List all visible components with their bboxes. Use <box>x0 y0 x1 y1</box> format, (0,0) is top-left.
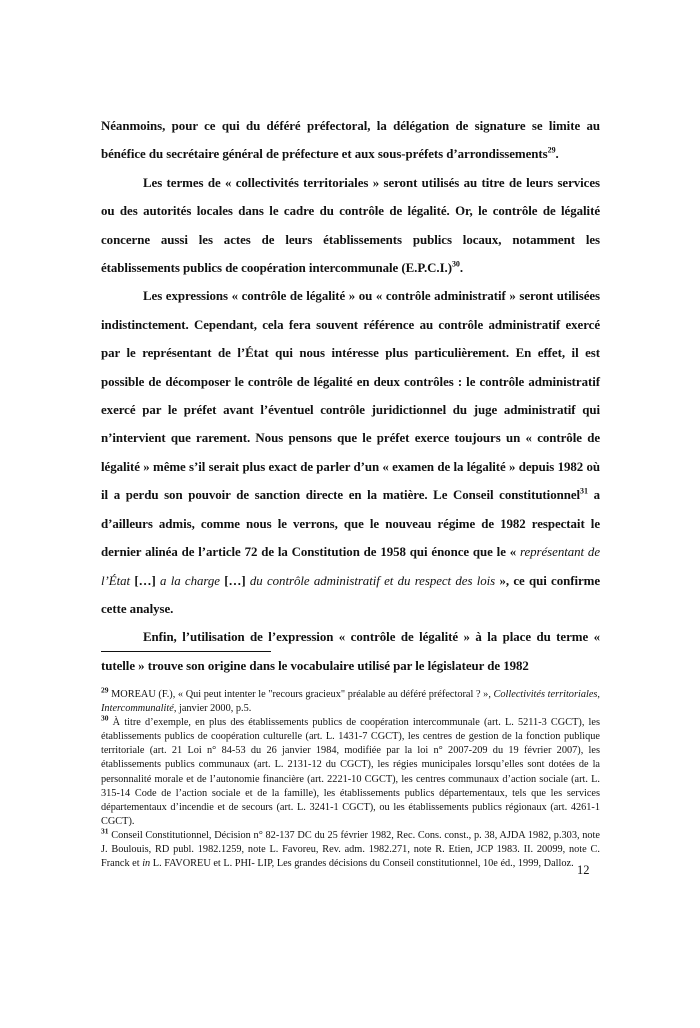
footnote-ref: 30 <box>451 259 460 269</box>
text-run: Enfin, l’utilisation de l’expression « contrôle de légalité » à la place du terme « tutelle » trouve son origine dans le vocabulaire utilisé par le législateur de 1982 <box>101 630 600 673</box>
text-run: Les expressions « contrôle de légalité » ou « contrôle administratif » seront utilisées indistinctement. Cependant, cela fera souvent référence au contrôle administratif exercé par le représentant de l’État qui nous intéresse plus particulièrement. En effet, il est possible de décomposer le contrôle de légalité en deux contrôles : le contrôle administratif exercé par le préfet avant l’éventuel contrôle juridictionnel du juge administratif qui n’intervient que rarement. Nous pensons que le préfet exerce toujours un « contrôle de légalité » même s’il serait plus exact de parler d’un « examen de la légalité » depuis 1982 où il a perdu son pouvoir de sanction directe en la matière. Le Conseil constitutionnel <box>101 289 600 503</box>
footnote-ref: 29 <box>101 685 109 695</box>
italic-text: Intercommunalité <box>101 703 174 715</box>
footnote-ref: 31 <box>580 486 588 496</box>
page-number: 12 <box>577 863 590 877</box>
text-run: […] <box>219 573 250 588</box>
paragraph <box>101 169 600 283</box>
text-run: Les termes de « collectivités territoriales » seront utilisés au titre de leurs services ou des autorités locales dans le cadre du contrôle de légalité. Or, le contrôle de légalité concerne aussi les actes de leurs établissements publics locaux, notamment les établissements publics de coopération intercommunale (E.P.C.I.) <box>101 175 600 276</box>
italic-text: du contrôle administratif et du respect des lois <box>249 573 496 588</box>
italic-text: Collectivités territoriales <box>493 689 598 700</box>
text-run: a d’ailleurs admis, comme nous le verrons, que le nouveau régime de 1982 respectait le dernier alinéa de l’article 72 de la Constitution de 1958 qui énonce que le « <box>101 488 600 560</box>
footnote <box>101 826 600 871</box>
text-run: . <box>555 147 559 162</box>
footnote-ref: 31 <box>101 826 109 836</box>
text-run: À titre d’exemple, en plus des établissements publics de coopération intercommunale (art. L. 5211-3 CGCT), les établissements publics de coopération culturelle (art. L. 1431-7 CGCT), les centres de gestion de la fonction publique territoriale (art. 21 Loi n° 84-53 du 26 janvier 1984, modifiée par la loi n° 2007-209 du 19 février 2007), les établissements publics communaux (art. L. 2131-12 du CGCT), les régies municipales lorsqu’elles sont dotées de la personnalité morale et de l’autonomie financière (art. 2221-10 CGCT), les centres communaux d’action sociale (art. L. 315-14 Code de l’action sociale et de la famille), les établissements publics départementaux, tels que les services départementaux d’incendie et de secours (art. L. 3241-1 CGCT), ou les établissements publics régionaux (art. 4261-1 CGCT). <box>101 717 600 827</box>
text-run: Néanmoins, pour ce qui du déféré préfectoral, la délégation de signature se limite au bénéfice du secrétaire général de préfecture et aux sous-préfets d’arrondissements <box>101 119 600 162</box>
italic-text: représentant de l’État <box>101 545 600 588</box>
footnote-ref: 30 <box>101 713 109 723</box>
paragraph <box>101 282 600 623</box>
text-run: , janvier 2000, p.5. <box>173 703 252 715</box>
body-text <box>101 112 600 680</box>
text-run: », ce qui confirme cette analyse. <box>101 573 601 616</box>
text-run: […] <box>130 573 160 588</box>
text-run: , <box>597 689 600 700</box>
footnote <box>101 713 600 829</box>
footnote-separator <box>101 651 271 652</box>
italic-text: in <box>142 858 151 870</box>
footnotes <box>101 685 600 871</box>
text-run: Conseil Constitutionnel, Décision n° 82-137 DC du 25 février 1982, Rec. Cons. const., p. 38, AJDA 1982, p.303, note J. Boulouis, RD publ. 1982.1259, note L. Favoreu, Rev. adm. 1982.271, note R. Etien, JCP 1983. II. 20099, note C. Franck et <box>101 829 600 870</box>
text-run: MOREAU (F.), « Qui peut intenter le "recours gracieux" préalable au déféré préfectoral ? », <box>108 689 494 700</box>
italic-text: a la charge <box>160 573 220 588</box>
footnote <box>101 685 600 716</box>
footnote-ref: 29 <box>547 146 556 156</box>
text-run: L. FAVOREU et L. PHI- LIP, Les grandes décisions du Conseil constitutionnel, 10e éd., 1999, Dalloz. <box>150 858 574 870</box>
paragraph <box>101 112 600 169</box>
text-run: . <box>459 261 464 276</box>
